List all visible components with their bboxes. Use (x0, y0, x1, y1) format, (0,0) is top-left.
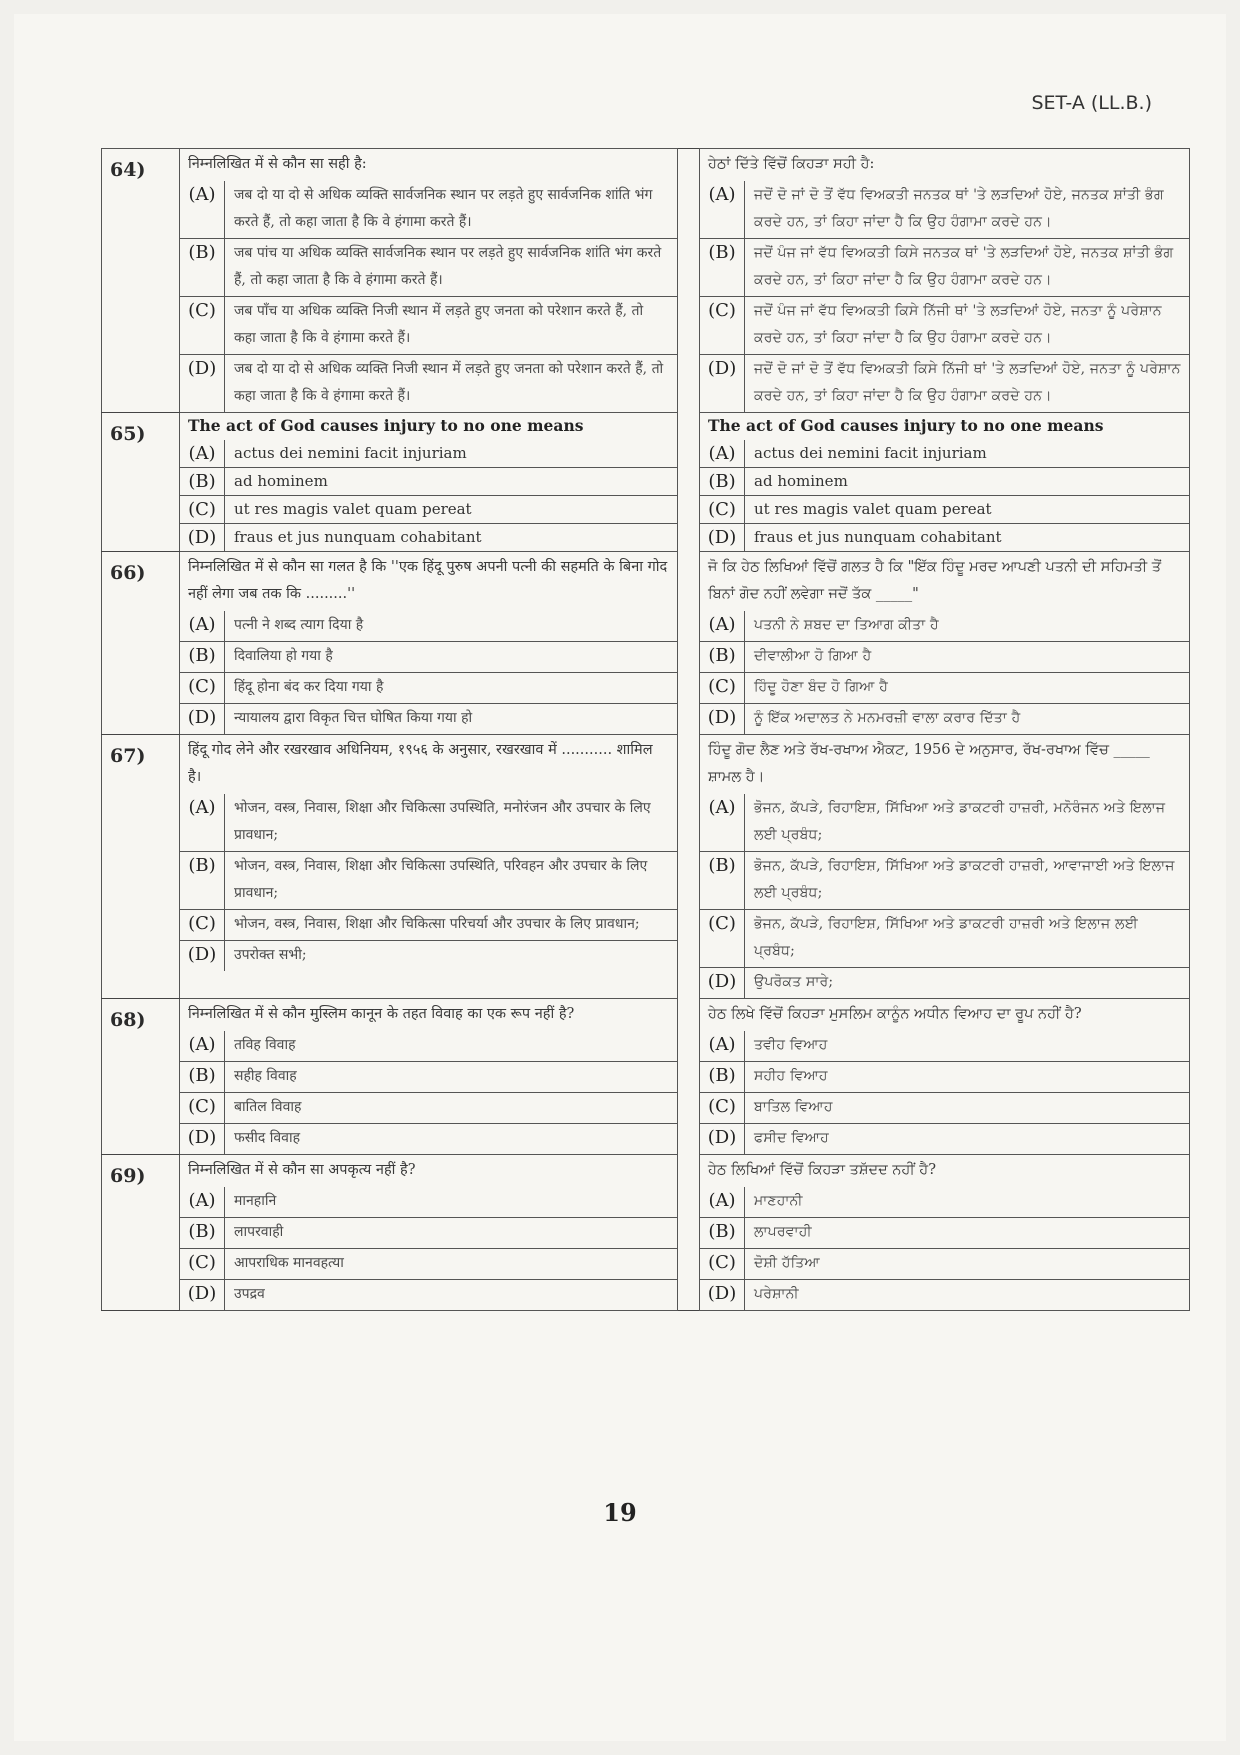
option-label: (A) (180, 181, 225, 239)
question-number: 67) (102, 735, 180, 999)
option-label: (B) (180, 852, 225, 910)
option-row-punjabi (700, 642, 1189, 673)
options-hindi (180, 611, 677, 734)
option-label: (C) (180, 1093, 225, 1124)
option-row-punjabi (700, 468, 1189, 496)
question-text-punjabi: ਜੋ ਕਿ ਹੇਠ ਲਿਖਿਆਂ ਵਿੱਚੋਂ ਗਲਤ ਹੈ ਕਿ "ਇੱਕ ਹਿੰਦੂ ਮਰਦ ਆਪਣੀ ਪਤਨੀ ਦੀ ਸਹਿਮਤੀ ਤੋਂ ਬਿਨਾਂ ਗੋਦ ਨਹੀਂ ਲਵੇਗਾ ਜਦੋਂ ਤੱਕ _____" (708, 559, 1162, 602)
option-text-hindi: लापरवाही (225, 1218, 678, 1249)
option-row-hindi (180, 239, 677, 297)
option-row-punjabi (700, 1031, 1189, 1062)
option-text-hindi: दिवालिया हो गया है (225, 642, 678, 673)
option-text-hindi: आपराधिक मानवहत्या (225, 1249, 678, 1280)
question-hindi-block (180, 1155, 678, 1311)
option-text-hindi: ad hominem (225, 468, 678, 496)
option-text-punjabi: ਪਰੇਸ਼ਾਨੀ (745, 1280, 1190, 1311)
option-label: (D) (180, 941, 225, 972)
option-row-hindi (180, 1093, 677, 1124)
option-label: (D) (180, 524, 225, 552)
question-row (102, 552, 1190, 735)
option-label: (D) (700, 968, 745, 999)
option-row-punjabi (700, 524, 1189, 552)
option-row-hindi (180, 1218, 677, 1249)
option-label: (A) (180, 440, 225, 468)
option-row-hindi (180, 181, 677, 239)
option-text-punjabi: actus dei nemini facit injuriam (745, 440, 1190, 468)
column-gap (678, 413, 700, 552)
option-label: (C) (180, 910, 225, 941)
option-row-hindi (180, 355, 677, 413)
option-text-hindi: जब दो या दो से अधिक व्यक्ति सार्वजनिक स्थान पर लड़ते हुए सार्वजनिक शांति भंग करते हैं, तो कहा जाता है कि वे हंगामा करते हैं। (225, 181, 678, 239)
option-text-punjabi: ਲਾਪਰਵਾਹੀ (745, 1218, 1190, 1249)
option-label: (B) (700, 468, 745, 496)
option-label: (B) (700, 239, 745, 297)
option-label: (A) (700, 181, 745, 239)
question-number: 66) (102, 552, 180, 735)
option-text-hindi: भोजन, वस्त्र, निवास, शिक्षा और चिकित्सा परिचर्या और उपचार के लिए प्रावधान; (225, 910, 678, 941)
option-row-hindi (180, 297, 677, 355)
option-row-punjabi (700, 496, 1189, 524)
option-row-punjabi (700, 1062, 1189, 1093)
option-row-punjabi (700, 1187, 1189, 1218)
option-text-hindi: भोजन, वस्त्र, निवास, शिक्षा और चिकित्सा उपस्थिति, मनोरंजन और उपचार के लिए प्रावधान; (225, 794, 678, 852)
option-label: (D) (700, 704, 745, 735)
option-label: (D) (180, 1124, 225, 1155)
option-row-hindi (180, 1280, 677, 1311)
option-row-punjabi (700, 852, 1189, 910)
option-text-punjabi: ਬਾਤਿਲ ਵਿਆਹ (745, 1093, 1190, 1124)
option-text-punjabi: ਸਹੀਹ ਵਿਆਹ (745, 1062, 1190, 1093)
option-row-punjabi (700, 1093, 1189, 1124)
option-row-hindi (180, 1187, 677, 1218)
question-punjabi-block (700, 552, 1190, 735)
option-label: (A) (180, 1187, 225, 1218)
options-punjabi (700, 794, 1189, 998)
option-text-hindi: सहीह विवाह (225, 1062, 678, 1093)
option-row-punjabi (700, 968, 1189, 999)
option-row-punjabi (700, 1124, 1189, 1155)
option-text-hindi: actus dei nemini facit injuriam (225, 440, 678, 468)
options-hindi (180, 181, 677, 412)
option-text-punjabi: ਜਦੋਂ ਦੋ ਜਾਂ ਦੋ ਤੋਂ ਵੱਧ ਵਿਅਕਤੀ ਜਨਤਕ ਥਾਂ 'ਤੇ ਲੜਦਿਆਂ ਹੋਏ, ਜਨਤਕ ਸ਼ਾਂਤੀ ਭੰਗ ਕਰਦੇ ਹਨ, ਤਾਂ ਕਿਹਾ ਜਾਂਦਾ ਹੈ ਕਿ ਉਹ ਹੰਗਾਮਾ ਕਰਦੇ ਹਨ। (745, 181, 1190, 239)
option-label: (A) (180, 1031, 225, 1062)
option-label: (C) (700, 673, 745, 704)
option-label: (B) (180, 239, 225, 297)
options-punjabi (700, 181, 1189, 412)
option-row-hindi (180, 496, 677, 524)
option-label: (D) (180, 355, 225, 413)
set-label: SET-A (LL.B.) (1031, 92, 1152, 114)
option-label: (C) (180, 1249, 225, 1280)
option-label: (D) (700, 1280, 745, 1311)
column-gap (678, 1155, 700, 1311)
question-number: 68) (102, 999, 180, 1155)
question-row (102, 999, 1190, 1155)
option-row-punjabi (700, 704, 1189, 735)
option-label: (A) (180, 611, 225, 642)
option-label: (B) (180, 1062, 225, 1093)
option-row-hindi (180, 642, 677, 673)
question-hindi-block (180, 413, 678, 552)
option-row-punjabi (700, 794, 1189, 852)
option-text-hindi: भोजन, वस्त्र, निवास, शिक्षा और चिकित्सा उपस्थिति, परिवहन और उपचार के लिए प्रावधान; (225, 852, 678, 910)
question-text-hindi: हिंदू गोद लेने और रखरखाव अधिनियम, १९५६ के अनुसार, रखरखाव में ........... शामिल है। (188, 742, 653, 785)
option-text-punjabi: ਹਿੰਦੂ ਹੋਣਾ ਬੰਦ ਹੋ ਗਿਆ ਹੈ (745, 673, 1190, 704)
option-row-hindi (180, 1031, 677, 1062)
option-row-hindi (180, 524, 677, 552)
question-hindi-block (180, 552, 678, 735)
option-text-punjabi: ਜਦੋਂ ਪੰਜ ਜਾਂ ਵੱਧ ਵਿਅਕਤੀ ਕਿਸੇ ਜਨਤਕ ਥਾਂ 'ਤੇ ਲੜਦਿਆਂ ਹੋਏ, ਜਨਤਕ ਸ਼ਾਂਤੀ ਭੰਗ ਕਰਦੇ ਹਨ, ਤਾਂ ਕਿਹਾ ਜਾਂਦਾ ਹੈ ਕਿ ਉਹ ਹੰਗਾਮਾ ਕਰਦੇ ਹਨ। (745, 239, 1190, 297)
option-row-hindi (180, 852, 677, 910)
option-text-hindi: जब पांच या अधिक व्यक्ति सार्वजनिक स्थान पर लड़ते हुए सार्वजनिक शांति भंग करते हैं, तो कहा जाता है कि वे हंगामा करते हैं। (225, 239, 678, 297)
option-label: (A) (700, 794, 745, 852)
question-table-body (102, 149, 1190, 1311)
option-text-hindi: बातिल विवाह (225, 1093, 678, 1124)
option-row-punjabi (700, 1249, 1189, 1280)
option-text-punjabi: ਭੋਜਨ, ਕੱਪੜੇ, ਰਿਹਾਇਸ਼, ਸਿੱਖਿਆ ਅਤੇ ਡਾਕਟਰੀ ਹਾਜ਼ਰੀ, ਮਨੋਰੰਜਨ ਅਤੇ ਇਲਾਜ ਲਈ ਪ੍ਰਬੰਧ; (745, 794, 1190, 852)
option-row-hindi (180, 611, 677, 642)
option-label: (A) (700, 1031, 745, 1062)
question-text-hindi: निम्नलिखित में से कौन सा सही है: (188, 156, 367, 172)
question-row (102, 413, 1190, 552)
option-label: (B) (700, 1218, 745, 1249)
option-label: (B) (700, 642, 745, 673)
option-text-hindi: ut res magis valet quam pereat (225, 496, 678, 524)
option-text-punjabi: ਫਸੀਦ ਵਿਆਹ (745, 1124, 1190, 1155)
option-text-punjabi: ਜਦੋਂ ਪੰਜ ਜਾਂ ਵੱਧ ਵਿਅਕਤੀ ਕਿਸੇ ਨਿੱਜੀ ਥਾਂ 'ਤੇ ਲੜਦਿਆਂ ਹੋਏ, ਜਨਤਾ ਨੂੰ ਪਰੇਸ਼ਾਨ ਕਰਦੇ ਹਨ, ਤਾਂ ਕਿਹਾ ਜਾਂਦਾ ਹੈ ਕਿ ਉਹ ਹੰਗਾਮਾ ਕਰਦੇ ਹਨ। (745, 297, 1190, 355)
option-text-hindi: उपरोक्त सभी; (225, 941, 678, 972)
option-row-punjabi (700, 910, 1189, 968)
option-text-hindi: उपद्रव (225, 1280, 678, 1311)
option-label: (C) (700, 1093, 745, 1124)
option-label: (D) (180, 704, 225, 735)
option-text-hindi: जब दो या दो से अधिक व्यक्ति निजी स्थान में लड़ते हुए जनता को परेशान करते हैं, तो कहा जाता है कि वे हंगामा करते हैं। (225, 355, 678, 413)
question-table (101, 148, 1190, 1311)
question-text-hindi: निम्नलिखित में से कौन मुस्लिम कानून के तहत विवाह का एक रूप नहीं है? (188, 1006, 575, 1022)
option-label: (B) (700, 1062, 745, 1093)
question-punjabi-block (700, 1155, 1190, 1311)
option-row-punjabi (700, 297, 1189, 355)
option-row-punjabi (700, 673, 1189, 704)
option-label: (B) (180, 468, 225, 496)
option-text-punjabi: fraus et jus nunquam cohabitant (745, 524, 1190, 552)
option-text-punjabi: ਤਵੀਹ ਵਿਆਹ (745, 1031, 1190, 1062)
option-row-hindi (180, 468, 677, 496)
question-number: 64) (102, 149, 180, 413)
option-label: (D) (700, 355, 745, 413)
question-number: 65) (102, 413, 180, 552)
option-row-punjabi (700, 1218, 1189, 1249)
option-label: (D) (700, 1124, 745, 1155)
option-label: (C) (700, 910, 745, 968)
option-label: (A) (700, 440, 745, 468)
question-punjabi-block (700, 999, 1190, 1155)
option-row-hindi (180, 704, 677, 735)
options-hindi (180, 1031, 677, 1154)
option-text-punjabi: ad hominem (745, 468, 1190, 496)
option-label: (C) (700, 1249, 745, 1280)
options-hindi (180, 440, 677, 551)
option-label: (A) (700, 611, 745, 642)
question-hindi-block (180, 735, 678, 999)
option-label: (B) (180, 1218, 225, 1249)
column-gap (678, 999, 700, 1155)
question-punjabi-block (700, 735, 1190, 999)
question-punjabi-block (700, 413, 1190, 552)
option-label: (A) (180, 794, 225, 852)
option-text-punjabi: ਮਾਣਹਾਨੀ (745, 1187, 1190, 1218)
option-label: (C) (180, 673, 225, 704)
column-gap (678, 735, 700, 999)
option-text-hindi: fraus et jus nunquam cohabitant (225, 524, 678, 552)
option-row-hindi (180, 1124, 677, 1155)
option-row-hindi (180, 910, 677, 941)
option-text-hindi: जब पाँच या अधिक व्यक्ति निजी स्थान में लड़ते हुए जनता को परेशान करते हैं, तो कहा जाता है कि वे हंगामा करते हैं। (225, 297, 678, 355)
option-row-punjabi (700, 239, 1189, 297)
option-row-hindi (180, 673, 677, 704)
question-number: 69) (102, 1155, 180, 1311)
column-gap (678, 552, 700, 735)
option-text-punjabi: ਨੂੰ ਇੱਕ ਅਦਾਲਤ ਨੇ ਮਨਮਰਜ਼ੀ ਵਾਲਾ ਕਰਾਰ ਦਿੱਤਾ ਹੈ (745, 704, 1190, 735)
option-row-hindi (180, 440, 677, 468)
column-gap (678, 149, 700, 413)
options-punjabi (700, 440, 1189, 551)
options-punjabi (700, 611, 1189, 734)
option-text-hindi: न्यायालय द्वारा विकृत चित्त घोषित किया गया हो (225, 704, 678, 735)
option-label: (C) (700, 297, 745, 355)
option-label: (C) (180, 496, 225, 524)
option-row-punjabi (700, 355, 1189, 413)
option-row-hindi (180, 1249, 677, 1280)
question-text-punjabi: The act of God causes injury to no one means (708, 416, 1104, 435)
option-label: (C) (180, 297, 225, 355)
page-number: 19 (603, 1498, 637, 1527)
question-row (102, 149, 1190, 413)
options-hindi (180, 794, 677, 971)
option-text-punjabi: ਦੋਸ਼ੀ ਹੱਤਿਆ (745, 1249, 1190, 1280)
option-row-hindi (180, 1062, 677, 1093)
question-text-hindi: निम्नलिखित में से कौन सा अपकृत्य नहीं है? (188, 1162, 416, 1178)
option-label: (D) (180, 1280, 225, 1311)
option-text-hindi: तविह विवाह (225, 1031, 678, 1062)
option-label: (C) (700, 496, 745, 524)
option-text-hindi: हिंदू होना बंद कर दिया गया है (225, 673, 678, 704)
options-hindi (180, 1187, 677, 1310)
question-hindi-block (180, 149, 678, 413)
question-text-punjabi: ਹੇਠ ਲਿਖਿਆਂ ਵਿੱਚੋਂ ਕਿਹੜਾ ਤਸ਼ੱਦਦ ਨਹੀਂ ਹੈ? (708, 1162, 936, 1178)
question-row (102, 735, 1190, 999)
option-text-hindi: पत्नी ने शब्द त्याग दिया है (225, 611, 678, 642)
option-text-hindi: मानहानि (225, 1187, 678, 1218)
option-text-hindi: फसीद विवाह (225, 1124, 678, 1155)
option-text-punjabi: ਦੀਵਾਲੀਆ ਹੋ ਗਿਆ ਹੈ (745, 642, 1190, 673)
question-text-hindi: निम्नलिखित में से कौन सा गलत है कि ''एक हिंदू पुरुष अपनी पत्नी की सहमति के बिना गोद नहीं लेगा जब तक कि .........'' (188, 559, 668, 602)
option-label: (D) (700, 524, 745, 552)
option-row-punjabi (700, 181, 1189, 239)
options-punjabi (700, 1187, 1189, 1310)
option-row-punjabi (700, 1280, 1189, 1311)
option-text-punjabi: ਜਦੋਂ ਦੋ ਜਾਂ ਦੋ ਤੋਂ ਵੱਧ ਵਿਅਕਤੀ ਕਿਸੇ ਨਿੱਜੀ ਥਾਂ 'ਤੇ ਲੜਦਿਆਂ ਹੋਏ, ਜਨਤਾ ਨੂੰ ਪਰੇਸ਼ਾਨ ਕਰਦੇ ਹਨ, ਤਾਂ ਕਿਹਾ ਜਾਂਦਾ ਹੈ ਕਿ ਉਹ ਹੰਗਾਮਾ ਕਰਦੇ ਹਨ। (745, 355, 1190, 413)
option-label: (B) (180, 642, 225, 673)
question-hindi-block (180, 999, 678, 1155)
question-punjabi-block (700, 149, 1190, 413)
option-text-punjabi: ਭੋਜਨ, ਕੱਪੜੇ, ਰਿਹਾਇਸ਼, ਸਿੱਖਿਆ ਅਤੇ ਡਾਕਟਰੀ ਹਾਜ਼ਰੀ, ਆਵਾਜਾਈ ਅਤੇ ਇਲਾਜ ਲਈ ਪ੍ਰਬੰਧ; (745, 852, 1190, 910)
option-text-punjabi: ਉਪਰੋਕਤ ਸਾਰੇ; (745, 968, 1190, 999)
question-row (102, 1155, 1190, 1311)
option-label: (B) (700, 852, 745, 910)
option-label: (A) (700, 1187, 745, 1218)
question-text-hindi: The act of God causes injury to no one means (188, 416, 584, 435)
question-text-punjabi: ਹੇਠ ਲਿਖੇ ਵਿੱਚੋਂ ਕਿਹੜਾ ਮੁਸਲਿਮ ਕਾਨੂੰਨ ਅਧੀਨ ਵਿਆਹ ਦਾ ਰੂਪ ਨਹੀਂ ਹੈ? (708, 1006, 1082, 1022)
options-punjabi (700, 1031, 1189, 1154)
option-row-hindi (180, 794, 677, 852)
option-text-punjabi: ut res magis valet quam pereat (745, 496, 1190, 524)
option-row-punjabi (700, 440, 1189, 468)
option-row-punjabi (700, 611, 1189, 642)
option-text-punjabi: ਭੋਜਨ, ਕੱਪੜੇ, ਰਿਹਾਇਸ਼, ਸਿੱਖਿਆ ਅਤੇ ਡਾਕਟਰੀ ਹਾਜ਼ਰੀ ਅਤੇ ਇਲਾਜ ਲਈ ਪ੍ਰਬੰਧ; (745, 910, 1190, 968)
option-row-hindi (180, 941, 677, 972)
option-text-punjabi: ਪਤਨੀ ਨੇ ਸ਼ਬਦ ਦਾ ਤਿਆਗ ਕੀਤਾ ਹੈ (745, 611, 1190, 642)
question-text-punjabi: ਹਿੰਦੂ ਗੋਦ ਲੈਣ ਅਤੇ ਰੱਖ-ਰਖਾਅ ਐਕਟ, 1956 ਦੇ ਅਨੁਸਾਰ, ਰੱਖ-ਰਖਾਅ ਵਿੱਚ _____ ਸ਼ਾਮਲ ਹੈ। (708, 742, 1150, 785)
question-text-punjabi: ਹੇਠਾਂ ਦਿੱਤੇ ਵਿੱਚੋਂ ਕਿਹੜਾ ਸਹੀ ਹੈ: (708, 156, 875, 172)
